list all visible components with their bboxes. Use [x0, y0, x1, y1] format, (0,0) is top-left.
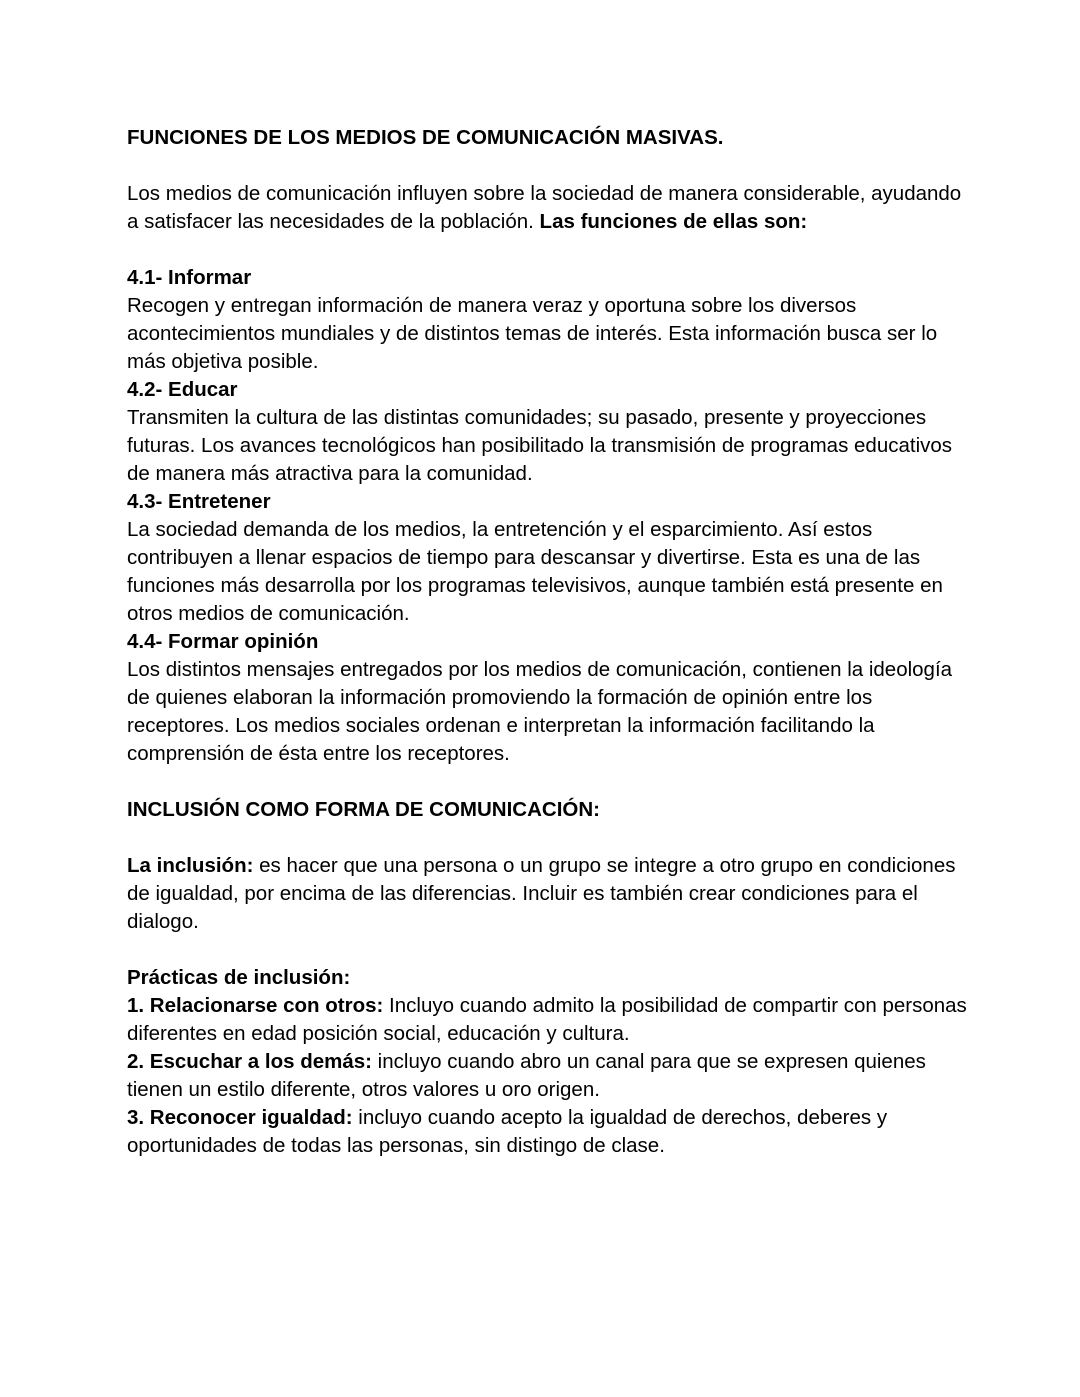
spacer — [127, 152, 977, 180]
function-body-educar: Transmiten la cultura de las distintas comunidades; su pasado, presente y proyecciones futuras. Los avances tecnológicos han posibilitado la transmisión de programas educativos de manera más atractiva para la comunidad. — [127, 406, 953, 485]
practice-item-text: Incluyo cuando admito la posibilidad de compartir con personas diferentes en edad posición social, educación y cultura. — [127, 994, 967, 1045]
practice-item — [127, 992, 977, 1048]
practice-item — [127, 1048, 977, 1104]
practice-item-text: incluyo cuando acepto la igualdad de derechos, deberes y oportunidades de todas las personas, sin distingo de clase. — [127, 1106, 888, 1157]
function-heading-informar: 4.1- Informar — [127, 266, 252, 289]
function-body-informar: Recogen y entregan información de manera veraz y oportuna sobre los diversos acontecimientos mundiales y de distintos temas de interés. Esta información busca ser lo más objetiva posible. — [127, 294, 938, 373]
practice-item-term: 2. Escuchar a los demás: — [127, 1050, 372, 1073]
inclusion-definition-text: es hacer que una persona o un grupo se integre a otro grupo en condiciones de igualdad, por encima de las diferencias. Incluir es también crear condiciones para el dialogo. — [127, 854, 956, 933]
spacer — [127, 936, 977, 964]
practice-item — [127, 1104, 977, 1160]
inclusion-definition-term: La inclusión: — [127, 854, 254, 877]
spacer — [127, 768, 977, 796]
function-heading-entretener: 4.3- Entretener — [127, 490, 271, 513]
intro-text: Los medios de comunicación influyen sobre la sociedad de manera considerable, ayudando a satisfacer las necesidades de la población. — [127, 182, 962, 233]
function-body-entretener: La sociedad demanda de los medios, la entretención y el esparcimiento. Así estos contribuyen a llenar espacios de tiempo para descansar y divertirse. Esta es una de las funciones más desarrolla por los programas televisivos, aunque también está presente en otros medios de comunicación. — [127, 518, 943, 625]
practice-item-text: incluyo cuando abro un canal para que se expresen quienes tienen un estilo diferente, otros valores u oro origen. — [127, 1050, 926, 1101]
inclusion-title: INCLUSIÓN COMO FORMA DE COMUNICACIÓN: — [127, 798, 600, 821]
page-title: FUNCIONES DE LOS MEDIOS DE COMUNICACIÓN MASIVAS. — [127, 126, 724, 149]
intro-paragraph — [127, 180, 977, 236]
function-heading-educar: 4.2- Educar — [127, 378, 238, 401]
function-section — [127, 264, 977, 376]
practice-item-term: 3. Reconocer igualdad: — [127, 1106, 353, 1129]
document-page — [127, 124, 977, 1160]
practice-item-term: 1. Relacionarse con otros: — [127, 994, 384, 1017]
function-section — [127, 628, 977, 768]
spacer — [127, 236, 977, 264]
intro-bold: Las funciones de ellas son: — [539, 210, 808, 233]
function-body-formar-opinion: Los distintos mensajes entregados por los medios de comunicación, contienen la ideología de quienes elaboran la información promoviendo la formación de opinión entre los receptores. Los medios sociales ordenan e interpretan la información facilitando la comprensión de ésta entre los receptores. — [127, 658, 953, 765]
spacer — [127, 824, 977, 852]
practices-title: Prácticas de inclusión: — [127, 966, 351, 989]
function-section — [127, 488, 977, 628]
function-section — [127, 376, 977, 488]
inclusion-definition — [127, 852, 977, 936]
function-heading-formar-opinion: 4.4- Formar opinión — [127, 630, 319, 653]
